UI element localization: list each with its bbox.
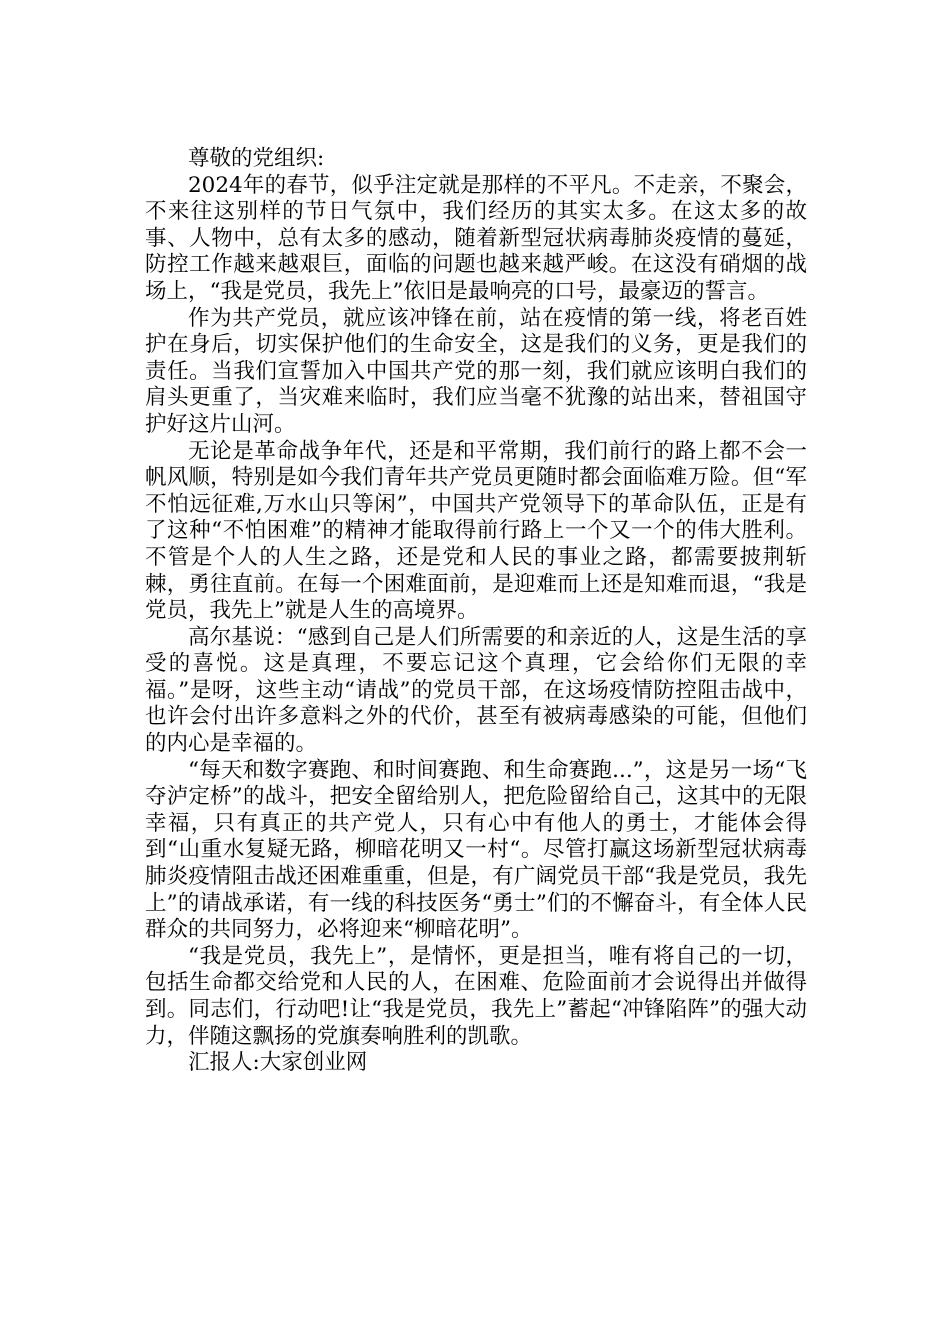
paragraph-4: 高尔基说：“感到自己是人们所需要的和亲近的人，这是生活的享受的喜悦。这是真理，不要忘记这个真理，它会给你们无限的幸福。”是呀，这些主动“请战”的党员干部，在这场疫情防控阻击战中，也许会付出许多意料之外的代价，甚至有被病毒感染的可能，但他们的内心是幸福的。 — [145, 624, 807, 757]
signature: 汇报人:大家创业网 — [188, 1050, 368, 1076]
document-page — [145, 146, 807, 1077]
paragraph-1: 2024年的春节，似乎注定就是那样的不平凡。不走亲，不聚会，不来往这别样的节日气氛中，我们经历的其实太多。在这太多的故事、人物中，总有太多的感动，随着新型冠状病毒肺炎疫情的蔓延，防控工作越来越艰巨，面临的问题也越来越严峻。在这没有硝烟的战场上，“我是党员，我先上”依旧是最响亮的口号，最豪迈的誓言。 — [145, 172, 807, 304]
paragraph-6: “我是党员，我先上”，是情怀，更是担当，唯有将自己的一切，包括生命都交给党和人民的人，在困难、危险面前才会说得出并做得到。同志们，行动吧!让“我是党员，我先上”蓄起“冲锋陷阵”的强大动力，伴随这飘扬的党旗奏响胜利的凯歌。 — [145, 943, 807, 1049]
salutation: 尊敬的党组织: — [188, 146, 325, 171]
paragraph-3: 无论是革命战争年代，还是和平常期，我们前行的路上都不会一帆风顺，特别是如今我们青年共产党员更随时都会面临难万险。但“军不怕远征难,万水山只等闲”，中国共产党领导下的革命队伍，正是有了这种“不怕困难”的精神才能取得前行路上一个又一个的伟大胜利。不管是个人的人生之路，还是党和人民的事业之路，都需要披荆斩棘，勇往直前。在每一个困难面前，是迎难而上还是知难而退，“我是党员，我先上”就是人生的高境界。 — [145, 438, 807, 624]
paragraph-2: 作为共产党员，就应该冲锋在前，站在疫情的第一线，将老百姓护在身后，切实保护他们的生命安全，这是我们的义务，更是我们的责任。当我们宣誓加入中国共产党的那一刻，我们就应该明白我们的肩头更重了，当灾难来临时，我们应当毫不犹豫的站出来，替祖国守护好这片山河。 — [145, 305, 807, 437]
paragraph-5: “每天和数字赛跑、和时间赛跑、和生命赛跑...”，这是另一场“飞夺泸定桥”的战斗，把安全留给别人，把危险留给自己，这其中的无限幸福，只有真正的共产党人，只有心中有他人的勇士，才能体会得到“山重水复疑无路，柳暗花明又一村“。尽管打赢这场新型冠状病毒肺炎疫情阻击战还困难重重，但是，有广阔党员干部“我是党员，我先上”的请战承诺，有一线的科技医务“勇士”们的不懈奋斗，有全体人民群众的共同努力，必将迎来“柳暗花明”。 — [145, 757, 807, 943]
